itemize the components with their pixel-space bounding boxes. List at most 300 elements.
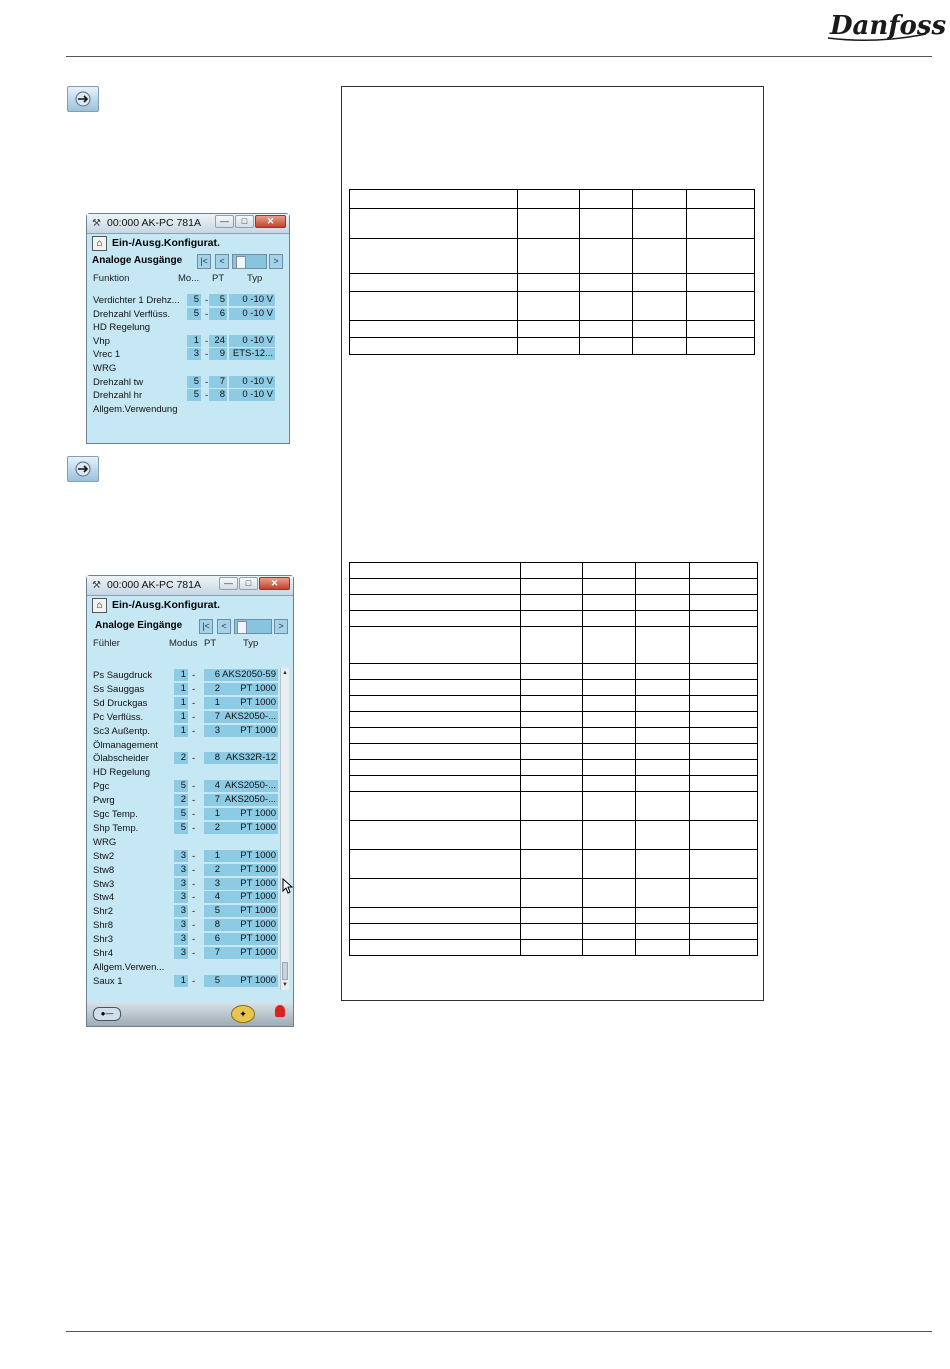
row-label: Sd Druckgas [93, 697, 148, 709]
table-row [350, 850, 758, 879]
module-cell[interactable]: 3 [174, 891, 188, 903]
table-cell [350, 579, 521, 595]
pt-cell[interactable]: 7 [204, 711, 222, 723]
table-row [350, 792, 758, 821]
table-cell [350, 209, 518, 239]
module-cell[interactable]: 1 [174, 711, 188, 723]
separator: - [192, 906, 196, 918]
table-row [350, 908, 758, 924]
col-header-pt: PT [212, 273, 225, 284]
table-row [350, 190, 755, 209]
table-row[interactable] [87, 947, 293, 960]
pt-cell[interactable]: 6 [209, 308, 227, 320]
table-row[interactable] [87, 308, 289, 321]
table-cell [690, 712, 758, 728]
table-row[interactable] [87, 683, 293, 696]
type-cell[interactable]: AKS2050-59 [222, 669, 276, 680]
module-cell[interactable]: 5 [187, 308, 201, 320]
module-cell[interactable]: 5 [174, 808, 188, 820]
table-row[interactable] [87, 403, 289, 416]
separator: - [192, 670, 196, 681]
page-slider[interactable] [232, 254, 267, 269]
table-row[interactable] [87, 878, 293, 891]
type-cell[interactable]: PT 1000 [222, 683, 278, 695]
table-row [350, 728, 758, 744]
table-cell [633, 190, 687, 209]
separator: - [205, 376, 209, 388]
module-cell[interactable]: 3 [174, 905, 188, 917]
table-row [350, 680, 758, 696]
row-label: HD Regelung [93, 767, 151, 779]
row-label: Allgem.Verwendung [93, 403, 178, 415]
module-cell[interactable]: 3 [174, 947, 188, 959]
pt-cell[interactable]: 6 [204, 933, 222, 945]
scrollbar-thumb[interactable] [282, 962, 288, 980]
type-cell[interactable]: PT 1000 [222, 933, 278, 945]
section-title: Analoge Ausgänge [92, 255, 183, 266]
table-cell [350, 239, 518, 274]
module-cell[interactable]: 3 [187, 348, 201, 360]
module-cell[interactable]: 3 [174, 933, 188, 945]
table-row[interactable] [87, 850, 293, 863]
app-icon: ⚒ [92, 580, 101, 591]
row-label: Sgc Temp. [93, 809, 138, 820]
row-label: Stw3 [93, 878, 115, 890]
separator: - [192, 795, 196, 807]
table-cell [350, 821, 521, 850]
table-cell [636, 908, 690, 924]
table-cell [521, 940, 583, 956]
table-row[interactable] [87, 725, 293, 738]
table-cell [350, 696, 521, 712]
table-cell [350, 924, 521, 940]
type-cell[interactable]: AKS32R-12 [222, 752, 278, 764]
pt-cell[interactable]: 7 [204, 794, 222, 806]
danfoss-logo [826, 4, 947, 44]
table-row[interactable] [87, 697, 293, 710]
scroll-up-icon[interactable]: ▲ [282, 670, 288, 676]
module-cell[interactable]: 5 [187, 389, 201, 401]
table-row[interactable] [87, 794, 293, 807]
table-cell [583, 850, 636, 879]
table-row[interactable] [87, 891, 293, 904]
first-page-button[interactable]: |< [199, 619, 213, 634]
table-row [350, 239, 755, 274]
header-rule [66, 56, 932, 57]
col-header-sensor: Fühler [93, 638, 120, 649]
module-cell[interactable]: 1 [187, 335, 201, 347]
breadcrumb-label: Ein-/Ausg.Konfigurat. [112, 599, 220, 611]
separator: - [192, 683, 196, 695]
row-label: Saux 1 [93, 975, 123, 987]
module-cell[interactable]: 5 [187, 294, 201, 306]
pt-cell[interactable]: 8 [209, 389, 227, 401]
row-label: HD Regelung [93, 322, 151, 334]
pt-cell[interactable]: 8 [204, 919, 222, 931]
type-cell[interactable]: AKS2050-... [222, 711, 278, 723]
separator: - [192, 948, 196, 959]
table-cell [350, 760, 521, 776]
minimize-button[interactable]: — [219, 577, 238, 590]
separator: - [192, 809, 196, 820]
table-cell [690, 696, 758, 712]
table-row[interactable] [87, 362, 289, 375]
status-bar [87, 1002, 293, 1026]
table-cell [580, 190, 633, 209]
analog-inputs-window [86, 575, 294, 1027]
module-cell[interactable]: 3 [174, 850, 188, 862]
type-cell[interactable]: PT 1000 [222, 808, 278, 820]
table-row[interactable] [87, 766, 293, 779]
table-cell [636, 563, 690, 579]
vertical-scrollbar[interactable] [280, 668, 289, 990]
table-inputs [349, 562, 758, 956]
table-row[interactable] [87, 376, 289, 389]
table-cell [583, 940, 636, 956]
next-button[interactable] [67, 456, 99, 482]
table-cell [690, 579, 758, 595]
module-cell[interactable]: 5 [187, 376, 201, 388]
pt-cell[interactable]: 6 [204, 669, 222, 681]
first-page-button[interactable]: |< [197, 254, 211, 269]
pt-cell[interactable]: 4 [204, 891, 222, 903]
table-row[interactable] [87, 348, 289, 361]
table-row [350, 696, 758, 712]
type-cell[interactable]: 0 -10 V [229, 308, 275, 320]
maximize-button[interactable]: □ [239, 577, 258, 590]
section-title: Analoge Eingänge [95, 620, 183, 631]
table-cell [521, 821, 583, 850]
table-cell [521, 879, 583, 908]
table-row [350, 776, 758, 792]
module-cell[interactable]: 1 [174, 975, 188, 987]
table-cell [350, 595, 521, 611]
separator: - [205, 335, 209, 347]
table-cell [690, 792, 758, 821]
table-row [350, 595, 758, 611]
table-cell [583, 579, 636, 595]
table-row[interactable] [87, 335, 289, 348]
table-cell [636, 760, 690, 776]
table-row [350, 338, 755, 355]
table-row[interactable] [87, 822, 293, 835]
module-cell[interactable]: 2 [174, 794, 188, 806]
type-cell[interactable]: PT 1000 [222, 864, 278, 876]
module-cell[interactable]: 2 [174, 752, 188, 764]
table-cell [690, 728, 758, 744]
table-cell [690, 850, 758, 879]
table-cell [350, 940, 521, 956]
col-header-function: Funktion [93, 273, 130, 284]
table-cell [518, 209, 580, 239]
type-cell[interactable]: ETS-12... [229, 348, 275, 360]
table-cell [521, 680, 583, 696]
table-cell [687, 239, 755, 274]
table-cell [580, 209, 633, 239]
table-cell [633, 321, 687, 338]
prev-page-button[interactable]: < [215, 254, 229, 269]
table-cell [687, 209, 755, 239]
table-cell [690, 595, 758, 611]
table-cell [580, 338, 633, 355]
table-cell [350, 611, 521, 627]
table-row[interactable] [87, 669, 293, 682]
table-row [350, 292, 755, 321]
pt-cell[interactable]: 2 [204, 822, 222, 834]
table-row[interactable] [87, 752, 293, 765]
module-cell[interactable]: 1 [174, 683, 188, 695]
table-row [350, 879, 758, 908]
table-row[interactable] [87, 739, 293, 752]
table-cell [521, 563, 583, 579]
pt-cell[interactable]: 2 [204, 864, 222, 876]
next-button[interactable] [67, 86, 99, 112]
pt-cell[interactable]: 4 [204, 780, 222, 792]
table-row [350, 940, 758, 956]
table-row[interactable] [87, 933, 293, 946]
table-cell [350, 680, 521, 696]
pt-cell[interactable]: 9 [209, 348, 227, 360]
separator: - [192, 934, 196, 946]
col-header-type: Typ [247, 273, 263, 284]
table-row[interactable] [87, 836, 293, 849]
table-cell [690, 924, 758, 940]
table-cell [350, 274, 518, 292]
table-cell [583, 696, 636, 712]
row-label: Vhp [93, 335, 110, 347]
table-cell [636, 792, 690, 821]
separator: - [192, 864, 196, 876]
table-cell [687, 292, 755, 321]
pt-cell[interactable]: 1 [204, 808, 222, 820]
table-cell [636, 821, 690, 850]
separator: - [192, 711, 196, 723]
table-row [350, 321, 755, 338]
pt-cell[interactable]: 3 [204, 725, 222, 737]
pt-cell[interactable]: 1 [204, 697, 222, 709]
table-cell [521, 728, 583, 744]
table-cell [690, 760, 758, 776]
table-cell [521, 595, 583, 611]
window-title: 00:000 AK-PC 781A [107, 579, 201, 591]
table-cell [583, 908, 636, 924]
separator: - [205, 295, 209, 306]
home-icon[interactable]: ⌂ [92, 598, 107, 613]
pt-cell[interactable]: 3 [204, 878, 222, 890]
type-cell[interactable]: 0 -10 V [229, 376, 275, 388]
table-row [350, 664, 758, 680]
next-page-button[interactable]: > [269, 254, 283, 269]
table-cell [518, 292, 580, 321]
table-row [350, 611, 758, 627]
table-cell [583, 728, 636, 744]
row-label: Shr8 [93, 920, 114, 932]
table-row[interactable] [87, 961, 293, 974]
type-cell[interactable]: PT 1000 [222, 947, 278, 959]
table-row[interactable] [87, 321, 289, 334]
type-cell[interactable]: 0 -10 V [229, 389, 275, 401]
close-button[interactable]: ✕ [259, 577, 290, 590]
separator: - [205, 349, 209, 361]
type-cell[interactable]: 0 -10 V [229, 335, 275, 347]
pt-cell[interactable]: 7 [204, 947, 222, 959]
table-cell [350, 908, 521, 924]
type-cell[interactable]: PT 1000 [222, 891, 278, 903]
pt-cell[interactable]: 2 [204, 683, 222, 695]
table-cell [633, 338, 687, 355]
row-label: Ölabscheider [93, 753, 149, 765]
home-icon[interactable]: ⌂ [92, 236, 107, 251]
table-cell [636, 940, 690, 956]
type-cell[interactable]: PT 1000 [222, 878, 278, 890]
table-cell [690, 563, 758, 579]
table-cell [518, 338, 580, 355]
row-label: Stw8 [93, 864, 115, 876]
key-icon[interactable]: ●— [93, 1007, 121, 1021]
table-cell [636, 728, 690, 744]
type-cell[interactable]: PT 1000 [222, 975, 278, 987]
separator: - [192, 892, 196, 904]
table-cell [583, 744, 636, 760]
app-icon: ⚒ [92, 218, 101, 229]
row-label: Vrec 1 [93, 349, 121, 361]
type-cell[interactable]: PT 1000 [222, 822, 278, 834]
mouse-cursor-icon [282, 878, 292, 894]
table-cell [636, 712, 690, 728]
type-cell[interactable]: AKS2050-... [222, 794, 278, 806]
col-header-mode: Modus [169, 638, 198, 649]
table-cell [521, 627, 583, 664]
table-cell [690, 627, 758, 664]
alarm-bell-icon[interactable] [275, 1005, 285, 1017]
row-label: Drehzahl Verflüss. [93, 308, 171, 320]
separator: - [192, 920, 196, 932]
table-cell [583, 563, 636, 579]
table-cell [636, 776, 690, 792]
table-cell [636, 879, 690, 908]
separator: - [205, 308, 209, 320]
table-cell [690, 940, 758, 956]
row-label: Ps Saugdruck [93, 670, 153, 681]
table-cell [350, 728, 521, 744]
table-row[interactable] [87, 975, 293, 988]
row-label: Drehzahl tw [93, 376, 144, 388]
table-cell [350, 776, 521, 792]
module-cell[interactable]: 1 [174, 697, 188, 709]
next-page-button[interactable]: > [274, 619, 288, 634]
table-row[interactable] [87, 864, 293, 877]
table-row [350, 563, 758, 579]
table-cell [583, 712, 636, 728]
table-row[interactable] [87, 389, 289, 402]
table-cell [633, 239, 687, 274]
prev-page-button[interactable]: < [217, 619, 231, 634]
table-row[interactable] [87, 711, 293, 724]
table-cell [518, 321, 580, 338]
row-label: Pgc [93, 781, 110, 793]
table-cell [636, 744, 690, 760]
separator: - [192, 781, 196, 793]
wrench-icon[interactable]: ✦ [231, 1005, 255, 1023]
type-cell[interactable]: PT 1000 [222, 919, 278, 931]
row-label: WRG [93, 836, 117, 848]
table-row[interactable] [87, 808, 293, 821]
table-cell [583, 879, 636, 908]
minimize-button[interactable]: — [215, 215, 234, 228]
table-row[interactable] [87, 919, 293, 932]
table-cell [636, 627, 690, 664]
table-row[interactable] [87, 780, 293, 793]
page-slider[interactable] [234, 619, 272, 634]
table-cell [521, 696, 583, 712]
separator: - [192, 850, 196, 862]
table-cell [687, 338, 755, 355]
table-cell [350, 321, 518, 338]
row-label: Drehzahl hr [93, 390, 143, 402]
module-cell[interactable]: 3 [174, 878, 188, 890]
scroll-down-icon[interactable]: ▼ [282, 982, 288, 988]
pt-cell[interactable]: 5 [204, 905, 222, 917]
type-cell[interactable]: PT 1000 [222, 725, 278, 737]
row-label: Sc3 Außentp. [93, 725, 151, 737]
module-cell[interactable]: 5 [174, 780, 188, 792]
module-cell[interactable]: 1 [174, 725, 188, 737]
table-row [350, 924, 758, 940]
module-cell[interactable]: 5 [174, 822, 188, 834]
table-row [350, 744, 758, 760]
close-button[interactable]: ✕ [255, 215, 286, 228]
table-cell [580, 239, 633, 274]
col-header-type: Typ [243, 638, 259, 649]
table-cell [636, 579, 690, 595]
type-cell[interactable]: AKS2050-... [222, 780, 278, 792]
pt-cell[interactable]: 1 [204, 850, 222, 862]
type-cell[interactable]: 0 -10 V [229, 294, 275, 306]
table-outputs [349, 189, 755, 355]
table-cell [636, 696, 690, 712]
table-cell [350, 292, 518, 321]
table-cell [518, 274, 580, 292]
type-cell[interactable]: PT 1000 [222, 850, 278, 862]
table-cell [690, 611, 758, 627]
table-cell [687, 321, 755, 338]
row-label: Verdichter 1 Drehz... [93, 295, 180, 306]
module-cell[interactable]: 1 [174, 669, 188, 681]
table-cell [690, 879, 758, 908]
table-cell [580, 274, 633, 292]
table-row[interactable] [87, 294, 289, 307]
row-label: Stw2 [93, 850, 115, 862]
pt-cell[interactable]: 5 [209, 294, 227, 306]
table-cell [583, 595, 636, 611]
module-cell[interactable]: 3 [174, 864, 188, 876]
pt-cell[interactable]: 8 [204, 752, 222, 764]
table-row[interactable] [87, 905, 293, 918]
separator: - [192, 975, 196, 987]
type-cell[interactable]: PT 1000 [222, 697, 278, 709]
maximize-button[interactable]: □ [235, 215, 254, 228]
module-cell[interactable]: 3 [174, 919, 188, 931]
type-cell[interactable]: PT 1000 [222, 905, 278, 917]
table-row [350, 209, 755, 239]
table-cell [350, 190, 518, 209]
pt-cell[interactable]: 7 [209, 376, 227, 388]
arrow-right-icon [74, 461, 92, 477]
table-cell [583, 680, 636, 696]
pt-cell[interactable]: 5 [204, 975, 222, 987]
row-label: Shr4 [93, 948, 114, 959]
pt-cell[interactable]: 24 [209, 335, 227, 347]
